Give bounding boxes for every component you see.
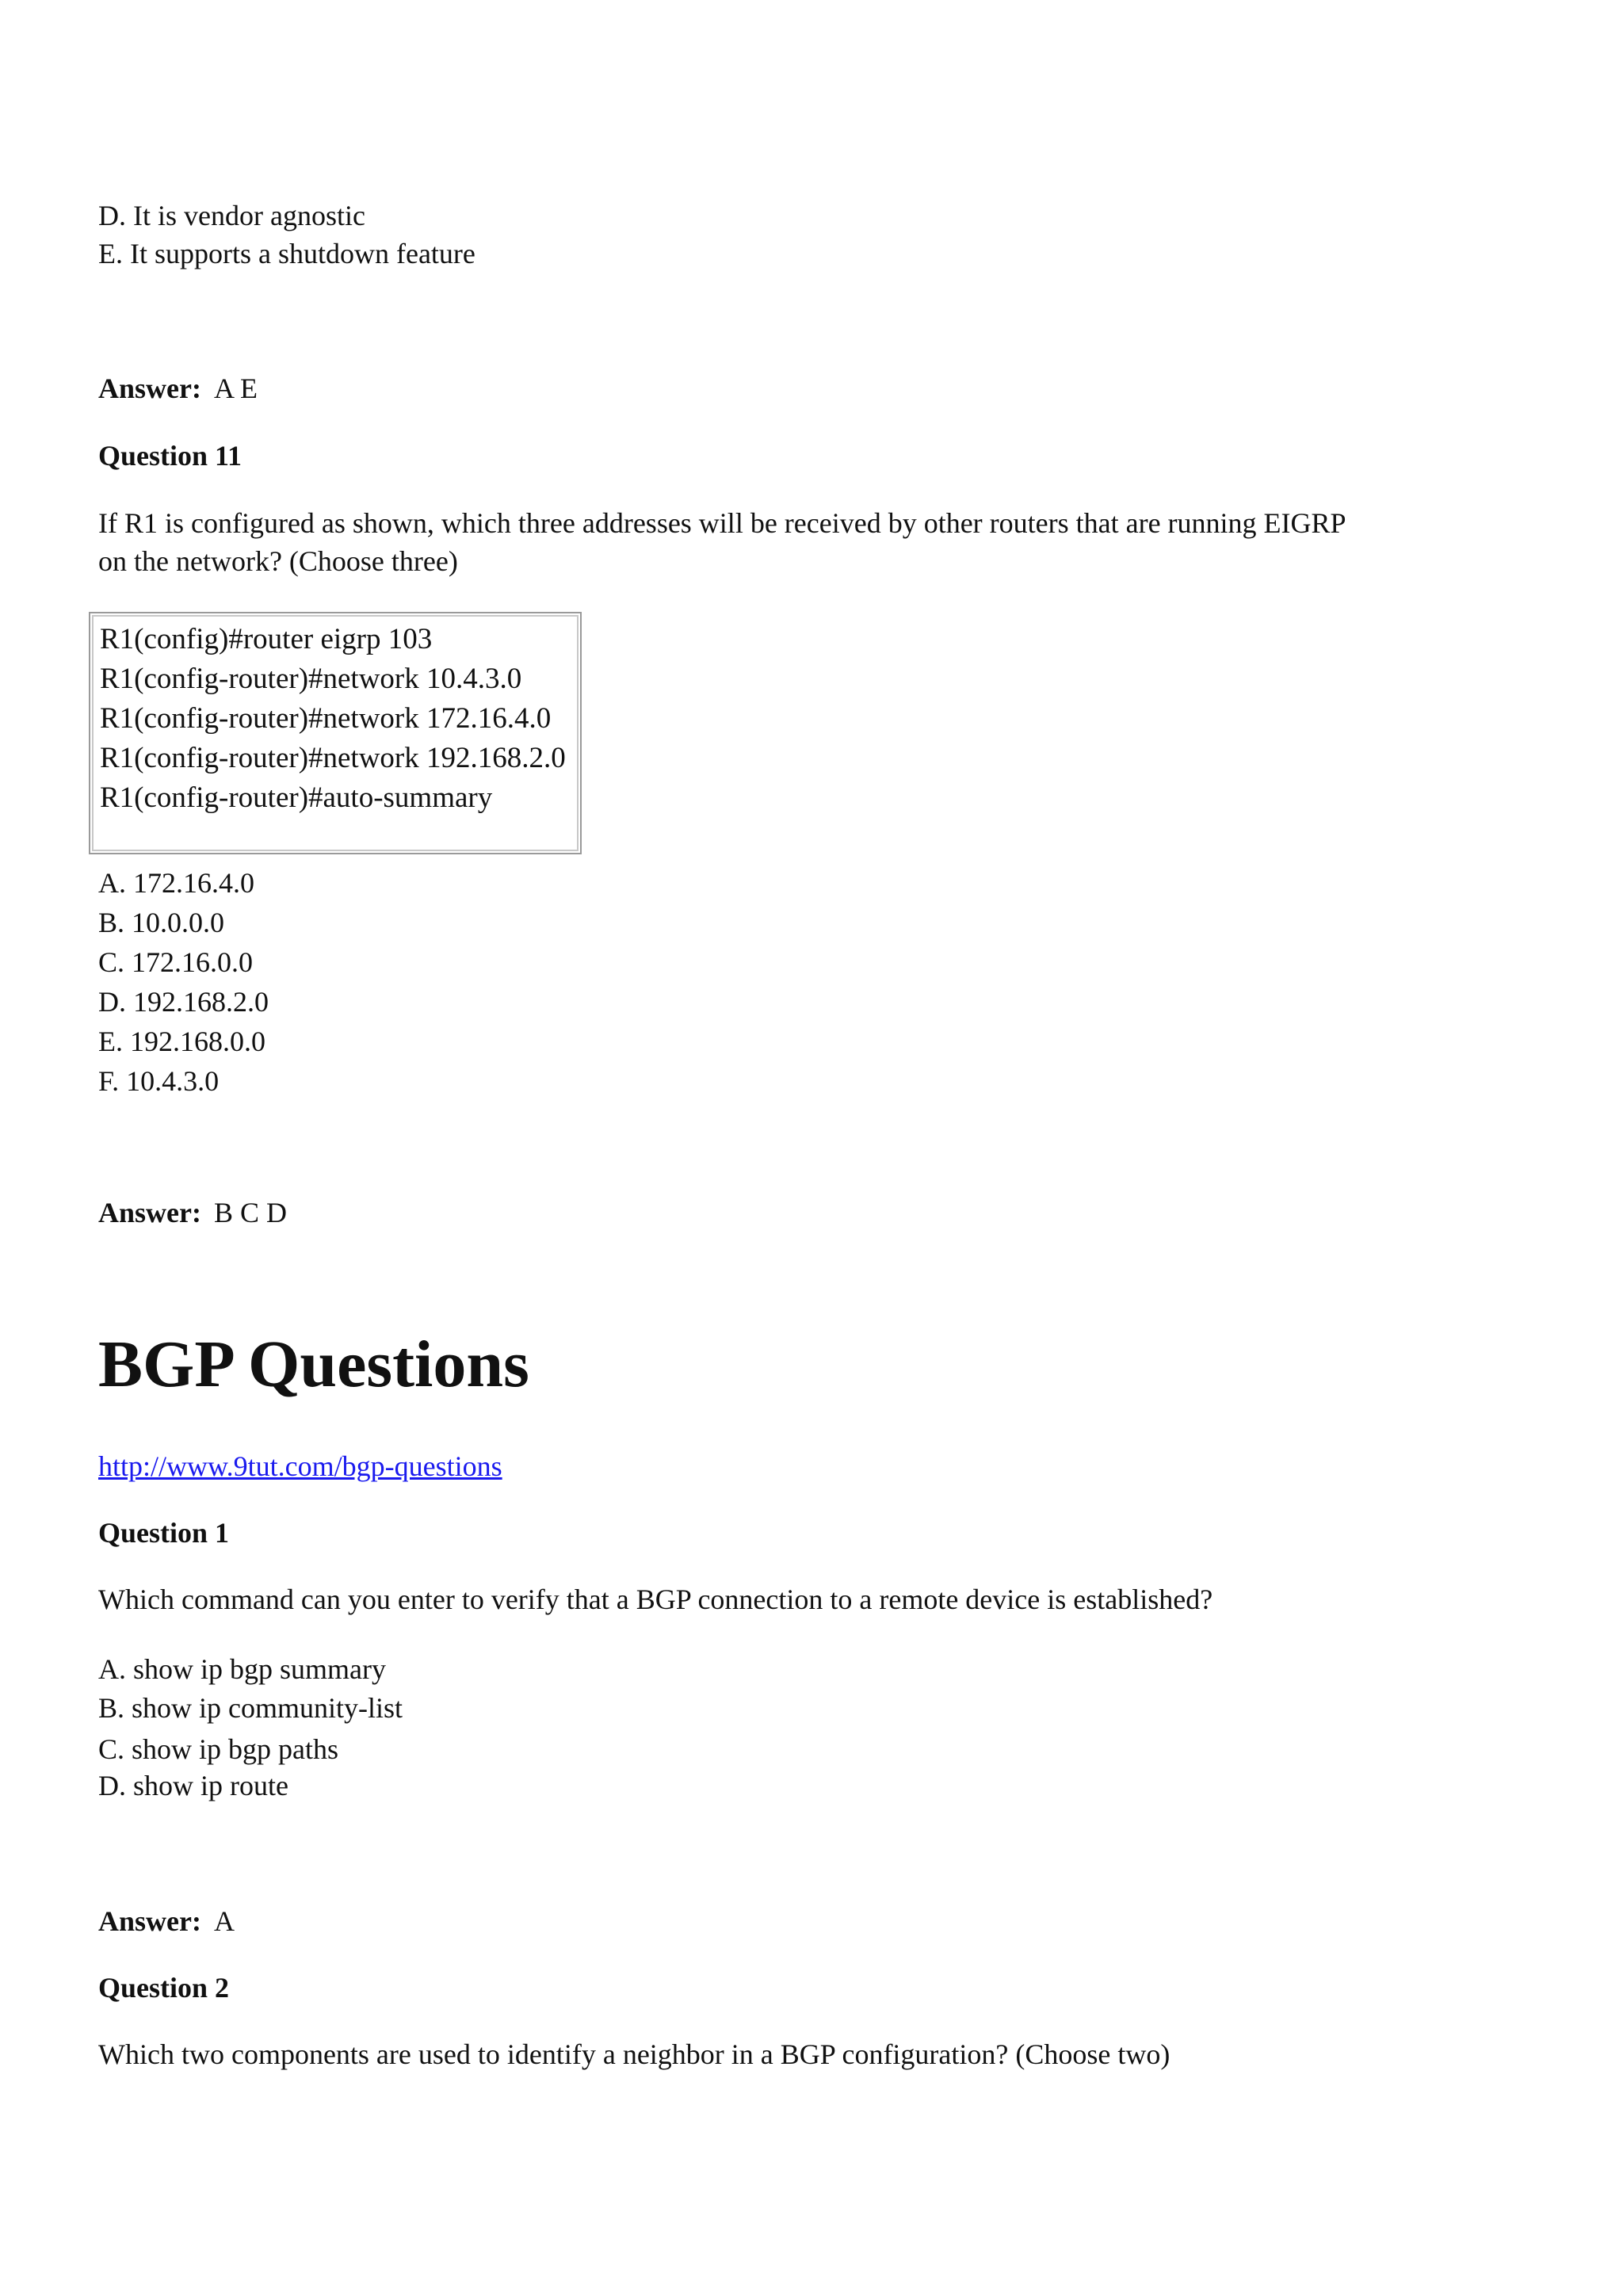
question-11-title: Question 11 [98,440,242,472]
bgp-question-1-title: Question 1 [98,1517,230,1549]
q11-answer-line [98,1194,287,1232]
q11-option-d: D. 192.168.2.0 [98,986,269,1018]
answer-label: Answer: [98,1197,201,1228]
answer-label: Answer: [98,1905,201,1937]
config-line: R1(config)#router eigrp 103 [100,623,433,655]
bgp-q1-option-b: B. show ip community-list [98,1692,403,1724]
bgp-question-1-text: Which command can you enter to verify that a BGP connection to a remote device is established? [98,1584,1213,1615]
bgp-q1-option-d: D. show ip route [98,1770,288,1801]
bgp-question-2-text: Which two components are used to identify a neighbor in a BGP configuration? (Choose two) [98,2038,1170,2070]
q11-option-c: C. 172.16.0.0 [98,946,254,978]
config-line: R1(config-router)#network 10.4.3.0 [100,663,522,695]
config-box [89,612,582,854]
option-e: E. It supports a shutdown feature [98,238,475,269]
q11-option-f: F. 10.4.3.0 [98,1065,220,1097]
bgp-question-2-title: Question 2 [98,1972,230,2004]
question-11-text-line1: If R1 is configured as shown, which three addresses will be received by other routers that are running EIGRP [98,507,1346,539]
answer-line [98,369,258,407]
q11-option-e: E. 192.168.0.0 [98,1026,265,1057]
bgp-q1-option-c: C. show ip bgp paths [98,1733,339,1765]
answer-value: B C D [213,1197,288,1228]
config-line: R1(config-router)#auto-summary [100,781,493,814]
section-heading: BGP Questions [98,1328,529,1401]
option-d: D. It is vendor agnostic [98,200,365,231]
config-line: R1(config-router)#network 192.168.2.0 [100,742,566,774]
bgp-q1-answer-line [98,1902,235,1940]
q11-option-a: A. 172.16.4.0 [98,867,254,899]
answer-label: Answer: [98,372,201,404]
answer-value: A [213,1905,235,1937]
q11-option-b: B. 10.0.0.0 [98,907,225,938]
answer-value: A E [213,372,258,404]
bgp-q1-option-a: A. show ip bgp summary [98,1653,386,1685]
config-line: R1(config-router)#network 172.16.4.0 [100,702,552,735]
bgp-questions-link[interactable]: http://www.9tut.com/bgp-questions [98,1450,502,1482]
question-11-text-line2: on the network? (Choose three) [98,545,458,577]
